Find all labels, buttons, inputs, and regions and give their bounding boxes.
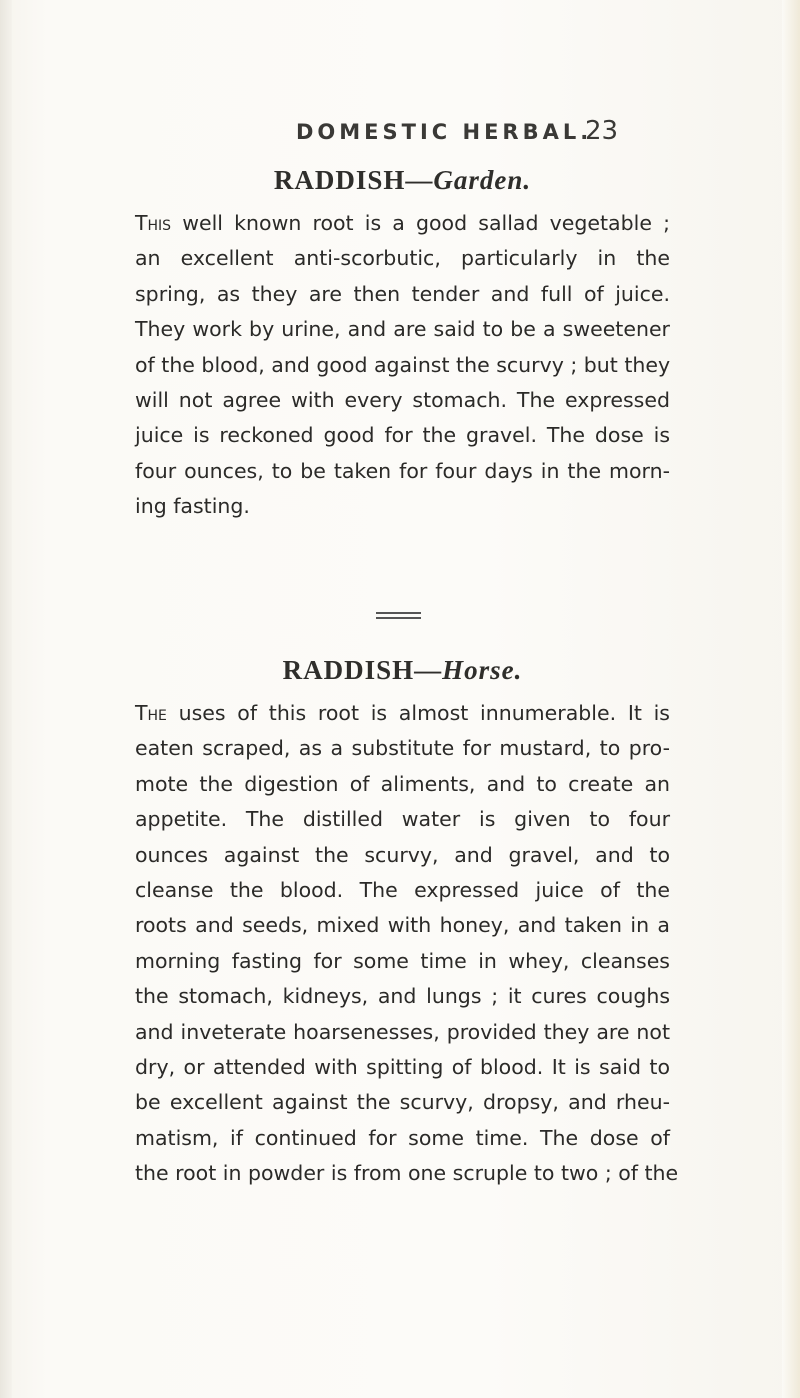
text-line: This well known root is a good sallad vegetable ; — [135, 211, 670, 235]
text-line: cleanse the blood. The expressed juice of the — [135, 877, 670, 902]
text-line: juice is reckoned good for the gravel. The dose is — [135, 423, 670, 448]
text-line: appetite. The distilled water is given to four — [135, 807, 670, 832]
text-line: They work by urine, and are said to be a sweetener — [135, 317, 670, 342]
section-raddish-horse — [135, 650, 679, 1191]
lead-word: This — [135, 211, 172, 235]
section-title — [135, 160, 670, 200]
text-line: dry, or attended with spitting of blood. It is said to — [135, 1054, 670, 1079]
text-line: eaten scraped, as a substitute for mustard, to pro- — [135, 736, 670, 761]
paragraph — [135, 696, 679, 1191]
page-header — [0, 110, 800, 150]
text-line: be excellent against the scurvy, dropsy, and rheu- — [135, 1090, 670, 1115]
text-line: mote the digestion of aliments, and to create an — [135, 771, 670, 796]
divider-rule — [376, 612, 421, 614]
section-title-italic: Garden. — [433, 165, 532, 195]
section-raddish-garden — [135, 160, 670, 525]
section-title-italic: Horse. — [442, 655, 523, 685]
text-line: spring, as they are then tender and full of juice. — [135, 281, 670, 306]
text-line: matism, if continued for some time. The dose of — [135, 1125, 670, 1150]
text-line: an excellent anti-scorbutic, particularly in the — [135, 246, 670, 271]
text-line: and inveterate hoarsenesses, provided they are not — [135, 1019, 670, 1044]
divider-rule — [376, 617, 421, 619]
section-title-main: RADDISH— — [282, 655, 443, 685]
page-number: 23 — [585, 116, 619, 146]
page-left-edge — [0, 0, 12, 1398]
text-line: the root in powder is from one scruple to two ; of the — [135, 1161, 679, 1186]
text-line: ounces against the scurvy, and gravel, and to — [135, 842, 670, 867]
page-right-edge — [782, 0, 800, 1398]
lead-word: The — [135, 701, 167, 725]
text-line: morning fasting for some time in whey, cleanses — [135, 948, 670, 973]
running-title: DOMESTIC HERBAL. — [296, 120, 593, 144]
paragraph — [135, 206, 670, 525]
section-title — [135, 650, 670, 690]
text-line: ing fasting. — [135, 494, 250, 519]
section-divider — [376, 612, 421, 620]
text-line: four ounces, to be taken for four days in the morn- — [135, 458, 670, 483]
text-line: The uses of this root is almost innumerable. It is — [135, 701, 670, 725]
section-title-main: RADDISH— — [273, 165, 434, 195]
text-line: of the blood, and good against the scurvy ; but they — [135, 352, 671, 377]
text-line: roots and seeds, mixed with honey, and taken in a — [135, 913, 670, 938]
text-line: will not agree with every stomach. The expressed — [135, 387, 670, 412]
text-line: the stomach, kidneys, and lungs ; it cures coughs — [135, 984, 670, 1009]
